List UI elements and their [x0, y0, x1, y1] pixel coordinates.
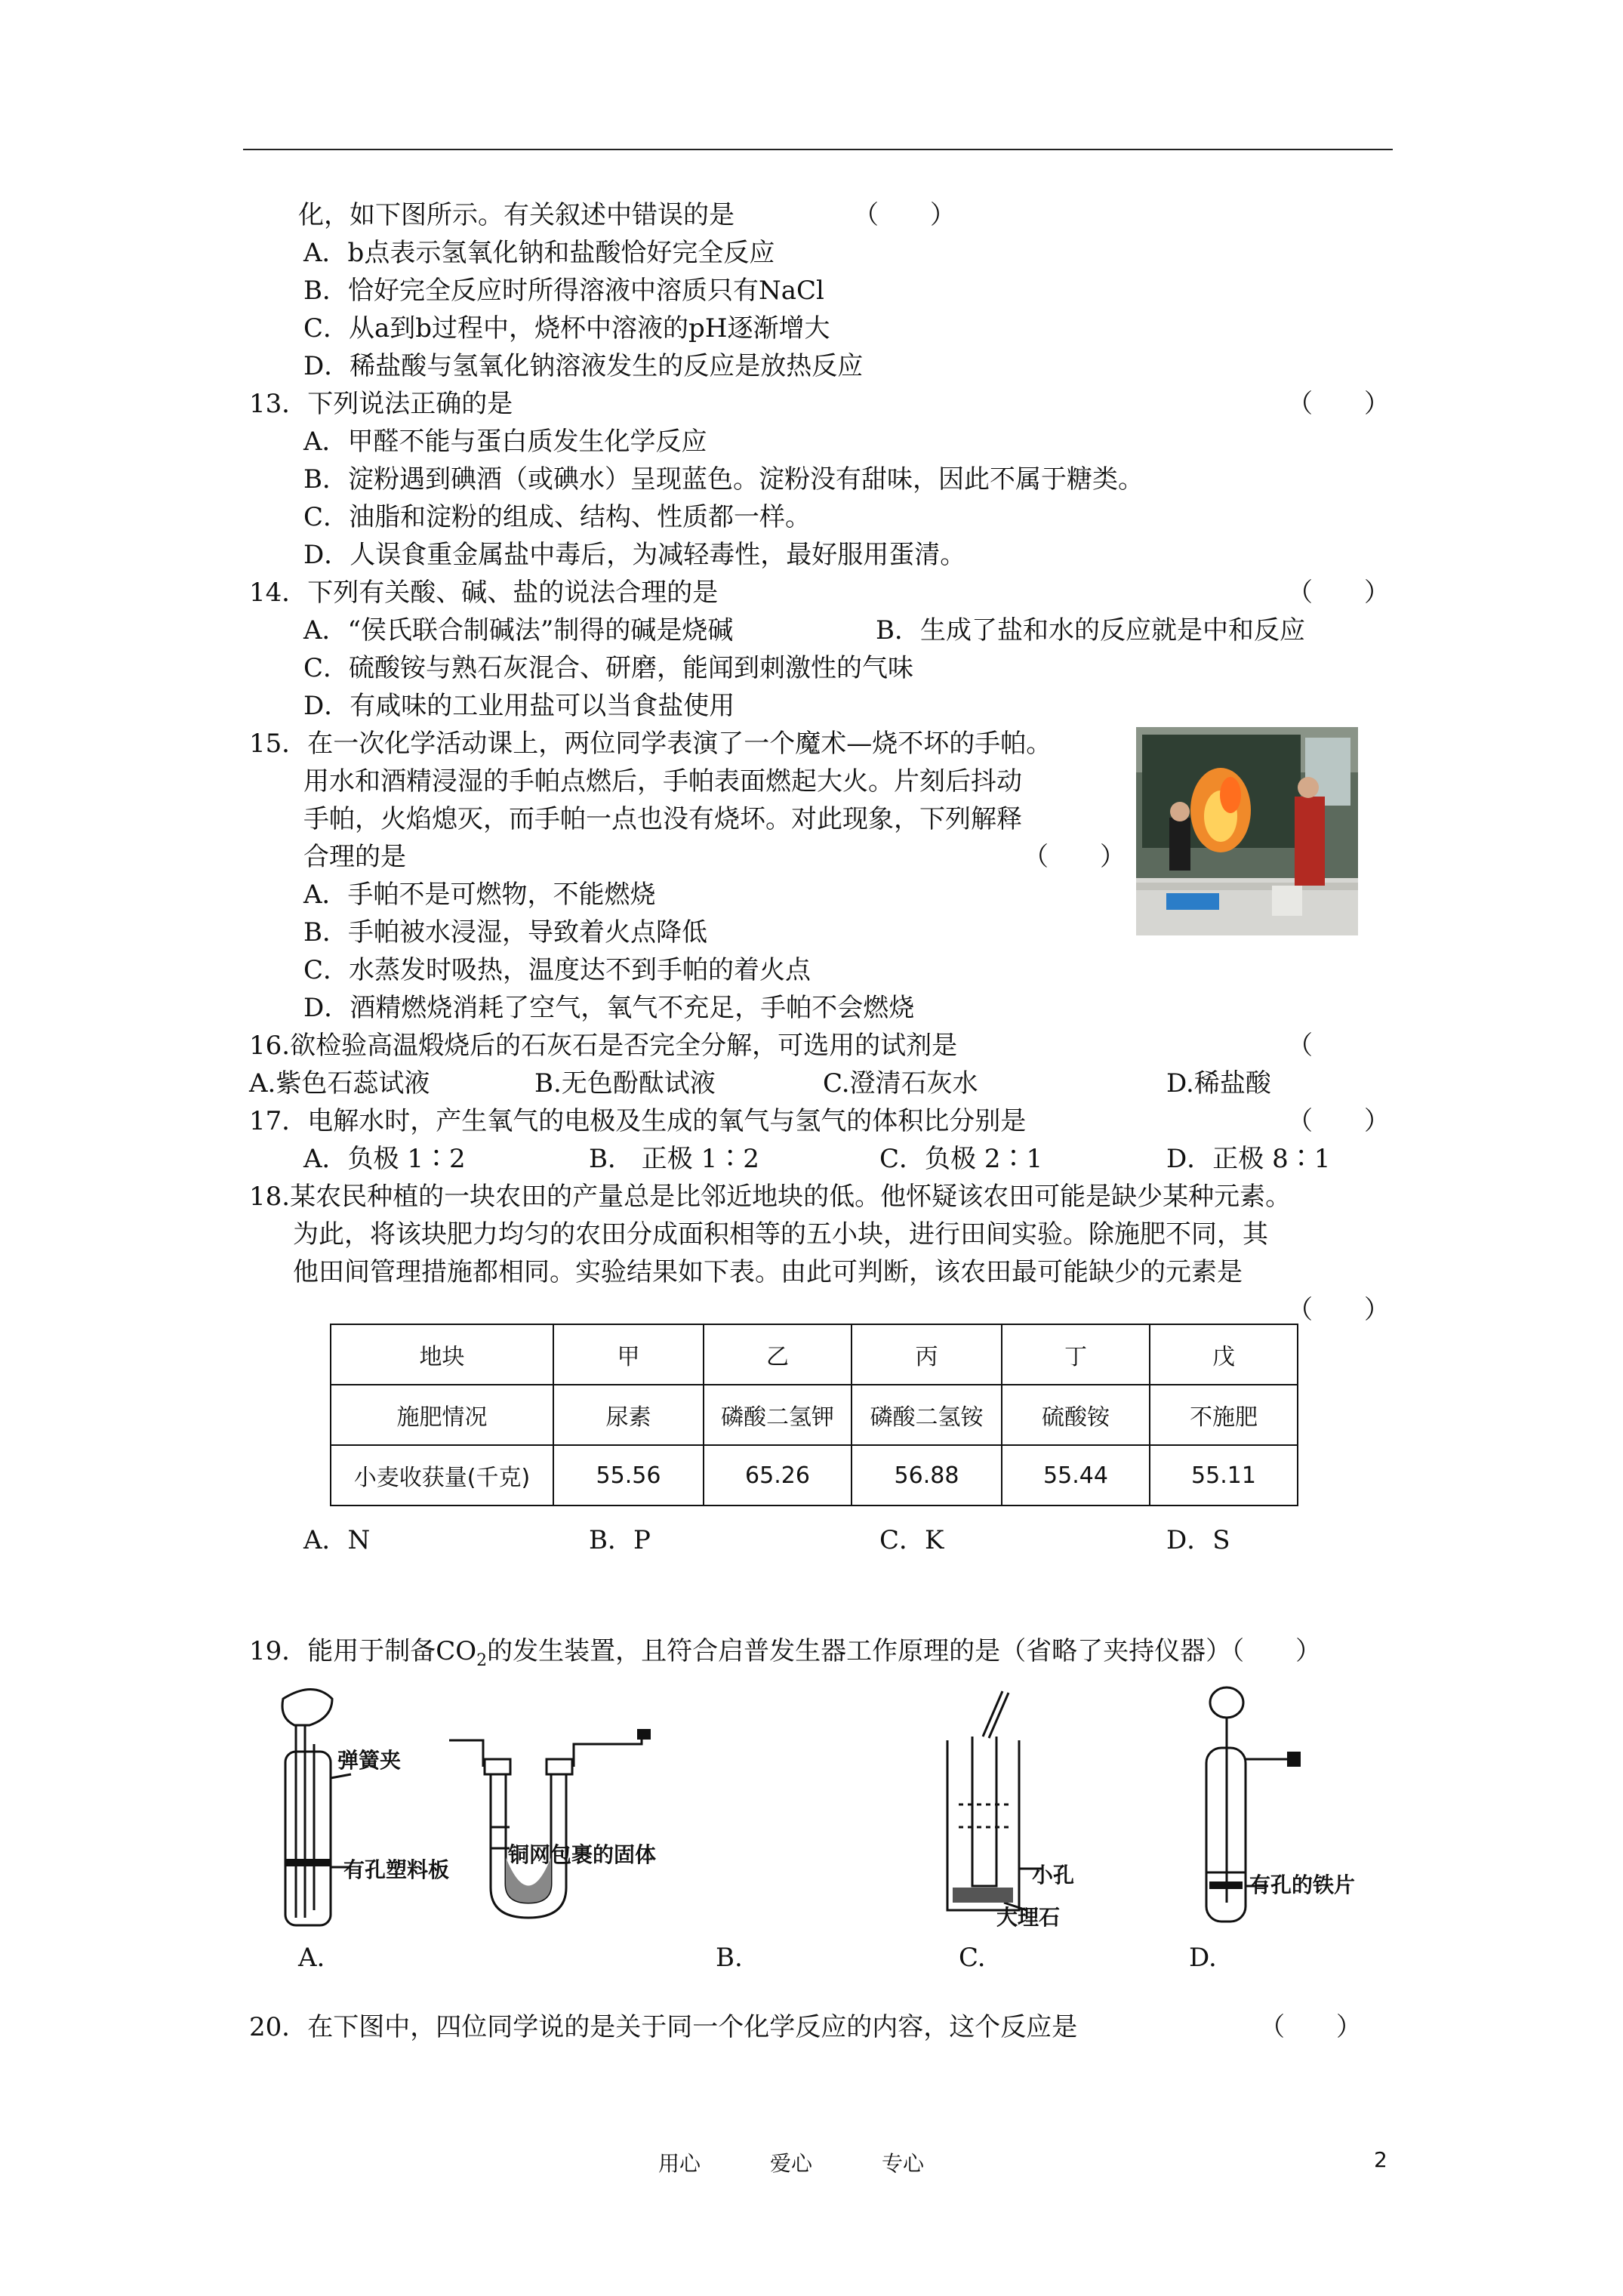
q17-option-d: D．正极 8∶1	[1166, 1144, 1331, 1174]
q19-option-b: B.	[716, 1943, 743, 1973]
q13-option-d: D．人误食重金属盐中毒后，为减轻毒性，最好服用蛋清。	[303, 540, 966, 570]
footer-word-2: 爱心	[770, 2151, 813, 2176]
q15-option-c: C．水蒸发时吸热，温度达不到手帕的着火点	[303, 955, 812, 985]
q14-stem: 14．下列有关酸、碱、盐的说法合理的是	[249, 578, 719, 608]
footer-word-3: 专心	[882, 2151, 925, 2176]
q13-option-a: A．甲醛不能与蛋白质发生化学反应	[303, 427, 707, 457]
table-row	[331, 1324, 1298, 1385]
bulb-d	[1210, 1687, 1243, 1718]
q12-option-b: B．恰好完全反应时所得溶液中溶质只有NaCl	[303, 276, 824, 306]
q15-option-d: D．酒精燃烧消耗了空气，氧气不充足，手帕不会燃烧	[303, 993, 915, 1023]
q18-stem-line2: 为此，将该块肥力均匀的农田分成面积相等的五小块，进行田间实验。除施肥不同，其	[293, 1219, 1268, 1250]
page-number: 2	[1374, 2147, 1387, 2172]
q13-option-c: C．油脂和淀粉的组成、结构、性质都一样。	[303, 502, 812, 532]
table-cell: 地块	[331, 1324, 553, 1385]
q18-answer-bracket: （ ）	[1287, 1295, 1390, 1325]
label-perforated-plastic-plate: 有孔塑料板	[343, 1857, 450, 1882]
q17-option-a: A．负极 1∶2	[303, 1144, 466, 1174]
q17-stem: 17．电解水时，产生氧气的电极及生成的氧气与氢气的体积比分别是	[249, 1106, 1027, 1136]
q12-answer-bracket: （ ）	[853, 200, 956, 230]
perforated-plate-a	[285, 1859, 331, 1866]
q17-option-b: B． 正极 1∶2	[589, 1144, 759, 1174]
q15-stem-line1: 15．在一次化学活动课上，两位同学表演了一个魔术—烧不坏的手帕。	[249, 729, 1052, 759]
q16-option-b: B.无色酚酞试液	[534, 1068, 716, 1099]
table-cell: 55.44	[1002, 1445, 1150, 1505]
q15-option-a: A．手帕不是可燃物，不能燃烧	[303, 880, 656, 910]
magic-handkerchief-photo	[1136, 727, 1358, 935]
q18-stem-line1: 18.某农民种植的一块农田的产量总是比邻近地块的低。他怀疑该农田可能是缺少某种元素。	[249, 1182, 1292, 1212]
label-marble: 大理石	[996, 1905, 1061, 1930]
q18-option-c: C．K	[879, 1525, 944, 1555]
q14-answer-bracket: （ ）	[1287, 578, 1390, 608]
q13-answer-bracket: （ ）	[1287, 389, 1390, 419]
table-cell: 65.26	[704, 1445, 852, 1505]
q12-option-a: A．b点表示氢氧化钠和盐酸恰好完全反应	[303, 238, 775, 268]
table-cell: 小麦收获量(千克)	[331, 1445, 553, 1505]
q12-option-c: C．从a到b过程中，烧杯中溶液的pH逐渐增大	[303, 313, 830, 344]
q20-stem: 20．在下图中，四位同学说的是关于同一个化学反应的内容，这个反应是	[249, 2012, 1078, 2042]
q14-option-d: D．有咸味的工业用盐可以当食盐使用	[303, 691, 735, 721]
q16-option-a: A.紫色石蕊试液	[249, 1068, 430, 1099]
label-spring-clip: 弹簧夹	[337, 1748, 402, 1773]
q15-stem-line4: 合理的是	[303, 842, 406, 872]
q13-option-b: B．淀粉遇到碘酒（或碘水）呈现蓝色。淀粉没有甜味，因此不属于糖类。	[303, 464, 1144, 495]
q13-stem: 13．下列说法正确的是	[249, 389, 513, 419]
q15-stem-line3: 手帕，火焰熄灭，而手帕一点也没有烧坏。对此现象，下列解释	[303, 804, 1022, 834]
q20-answer-bracket: （ ）	[1259, 2012, 1362, 2042]
q15-stem-line2: 用水和酒精浸湿的手帕点燃后，手帕表面燃起大火。片刻后抖动	[303, 766, 1022, 797]
table-cell: 甲	[553, 1324, 704, 1385]
table-cell: 56.88	[852, 1445, 1002, 1505]
q15-answer-bracket: （ ）	[1023, 842, 1126, 872]
table-cell: 戊	[1150, 1324, 1298, 1385]
table-cell: 乙	[704, 1324, 852, 1385]
q16-stem: 16.欲检验高温煅烧后的石灰石是否完全分解，可选用的试剂是	[249, 1031, 958, 1061]
header-rule	[243, 149, 1393, 150]
table-cell: 丙	[852, 1324, 1002, 1385]
q14-option-c: C．硫酸铵与熟石灰混合、研磨，能闻到刺激性的气味	[303, 653, 914, 683]
q18-option-d: D．S	[1166, 1525, 1230, 1555]
tube-a	[285, 1752, 331, 1925]
q12-option-d: D．稀盐酸与氢氧化钠溶液发生的反应是放热反应	[303, 351, 864, 381]
q14-option-b: B．生成了盐和水的反应就是中和反应	[876, 615, 1305, 646]
q12-stem-line: 化，如下图所示。有关叙述中错误的是	[298, 200, 735, 230]
beaker-c	[947, 1740, 1019, 1910]
table-cell: 55.56	[553, 1445, 704, 1505]
label-perforated-iron-sheet: 有孔的铁片	[1249, 1872, 1356, 1897]
q18-option-a: A．N	[303, 1525, 371, 1555]
q14-option-a: A．“侯氏联合制碱法”制得的碱是烧碱	[303, 615, 734, 646]
footer-word-1: 用心	[658, 2151, 701, 2176]
q19-stem: 19．能用于制备$CO_2$的发生装置，且符合启普发生器工作原理的是（省略了夹持仪器）（ ）	[249, 1636, 1322, 1670]
table-cell: 55.11	[1150, 1445, 1298, 1505]
q18-stem-line3: 他田间管理措施都相同。实验结果如下表。由此可判断，该农田最可能缺少的元素是	[293, 1257, 1243, 1287]
q16-option-c: C.澄清石灰水	[823, 1068, 978, 1099]
q17-answer-bracket: （ ）	[1287, 1106, 1390, 1136]
q19-option-c: C.	[959, 1943, 986, 1973]
table-row	[331, 1445, 1298, 1505]
table-cell: 丁	[1002, 1324, 1150, 1385]
fertilizer-yield-table	[330, 1324, 1298, 1506]
q17-option-c: C．负极 2∶1	[879, 1144, 1043, 1174]
table-cell: 不施肥	[1150, 1385, 1298, 1445]
q19-option-d: D.	[1189, 1943, 1217, 1973]
table-cell: 硫酸铵	[1002, 1385, 1150, 1445]
label-copper-mesh-solid: 铜网包裹的固体	[508, 1842, 657, 1867]
q18-option-b: B．P	[589, 1525, 651, 1555]
table-cell: 磷酸二氢铵	[852, 1385, 1002, 1445]
q16-option-d: D.稀盐酸	[1166, 1068, 1271, 1099]
q19-option-a: A.	[298, 1943, 325, 1973]
q15-option-b: B．手帕被水浸湿，导致着火点降低	[303, 917, 707, 948]
table-row	[331, 1385, 1298, 1445]
q16-answer-bracket: （	[1287, 1031, 1313, 1061]
funnel-a	[282, 1690, 332, 1726]
table-cell: 磷酸二氢钾	[704, 1385, 852, 1445]
table-cell: 施肥情况	[331, 1385, 553, 1445]
table-cell: 尿素	[553, 1385, 704, 1445]
label-small-hole: 小孔	[1032, 1863, 1075, 1888]
